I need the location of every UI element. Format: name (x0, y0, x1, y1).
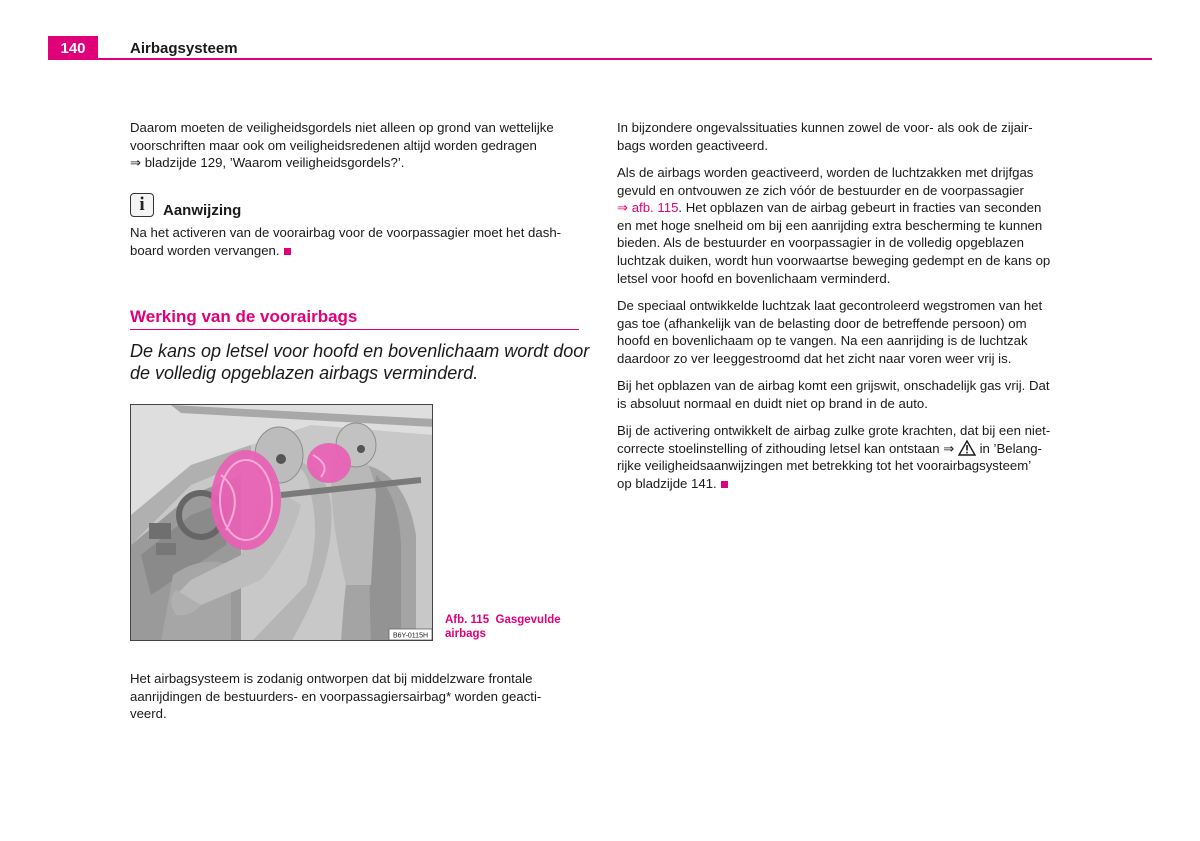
right-paragraph-2 (617, 164, 1087, 287)
text-line: gas toe (afhankelijk van de belasting door de betreffende persoon) om (617, 315, 1027, 331)
note-title: Aanwijzing (163, 202, 242, 219)
right-paragraph-5 (617, 422, 1087, 492)
section-heading: Werking van de voorairbags (130, 307, 358, 326)
header-rule (48, 58, 1152, 60)
text-line: hoofd en bovenlichaam op te vangen. Na een aanrijding is de luchtzak (617, 333, 1028, 349)
running-header-title: Airbagsysteem (130, 40, 238, 57)
text-line: Bij de activering ontwikkelt de airbag zulke grote krachten, dat bij een niet- (617, 423, 1051, 438)
figure-ref: Afb. 115 (445, 614, 490, 626)
end-square-icon (284, 248, 291, 255)
figure-link[interactable]: ⇒ afb. 115 (617, 200, 679, 216)
figure-code: B6Y-0115H (392, 632, 429, 640)
text-line: bieden. Als de bestuurder en voorpassagier in de volledig opgeblazen (617, 235, 1024, 251)
text-line: De kans op letsel voor hoofd en bovenlichaam wordt door (130, 341, 590, 361)
right-paragraph-4 (617, 377, 1087, 412)
right-paragraph-3 (617, 297, 1087, 367)
text-line: correcte stoelinstelling of zithouding letsel kan ontstaan ⇒ (617, 440, 955, 456)
end-square-icon (721, 481, 728, 488)
text-line: veerd. (130, 706, 167, 722)
airbag-system-paragraph (130, 670, 600, 723)
text-line: . Het opblazen van de airbag gebeurt in fracties van seconden (678, 200, 1042, 216)
text-line: in ’Belang- (979, 440, 1042, 456)
figure-caption (445, 613, 580, 641)
text-line: luchtzak duiken, wordt hun voorwaartse beweging gedempt en de kans op (617, 252, 1051, 268)
right-paragraph-1 (617, 119, 1087, 154)
text-line: De speciaal ontwikkelde luchtzak laat gecontroleerd wegstromen van het (617, 298, 1043, 313)
info-icon: i (130, 193, 154, 217)
text-line: gevuld en ontvouwen ze zich vóór de bestuurder en de voorpassagier (617, 182, 1024, 198)
text-line: rijke veiligheidsaanwijzingen met betrekking tot het voorairbagsysteem’ (617, 458, 1032, 474)
airbag-illustration (130, 404, 433, 641)
text-line: de volledig opgeblazen airbags verminderd. (130, 363, 479, 383)
text-line: Het airbagsysteem is zodanig ontworpen dat bij middelzware frontale (130, 671, 533, 686)
heading-rule (130, 329, 579, 330)
text-line: In bijzondere ongevalssituaties kunnen zowel de voor- als ook de zijair- (617, 120, 1033, 135)
text-line: aanrijdingen de bestuurders- en voorpassagiersairbag* worden geacti- (130, 688, 542, 704)
note-text (130, 224, 600, 259)
text-line: daardoor zo ver leeggestroomd dat het zicht naar voren weer vrij is. (617, 350, 1012, 366)
text-line: ⇒ bladzijde 129, ’Waarom veiligheidsgordels?’. (130, 155, 405, 171)
text-line: Na het activeren van de voorairbag voor de voorpassagier moet het dash- (130, 225, 562, 240)
text-line: Als de airbags worden geactiveerd, worden de luchtzakken met drijfgas (617, 165, 1034, 180)
text-line: is absoluut normaal en duidt niet op brand in de auto. (617, 395, 928, 411)
text-line: Daarom moeten de veiligheidsgordels niet alleen op grond van wettelijke (130, 120, 554, 135)
intro-paragraph (130, 119, 600, 172)
text-line: en met hoge snelheid om bij een aanrijding extra bescherming te kunnen (617, 217, 1043, 233)
page-number: 140 (48, 36, 98, 60)
airbag-illustration-svg (131, 405, 433, 641)
warning-triangle-icon (958, 440, 976, 456)
text-line: board worden vervangen. (130, 242, 280, 258)
text-line: Bij het opblazen van de airbag komt een grijswit, onschadelijk gas vrij. Dat (617, 378, 1050, 393)
text-line: letsel voor hoofd en bovenlichaam verminderd. (617, 270, 891, 286)
text-line: bags worden geactiveerd. (617, 137, 769, 153)
lead-text (130, 340, 590, 384)
text-line: voorschriften maar ook om veiligheidsredenen altijd worden gedragen (130, 137, 537, 153)
figure-caption-text: Gasgevulde (495, 614, 561, 626)
text-line: op bladzijde 141. (617, 475, 717, 491)
figure-caption-text: airbags (445, 628, 486, 640)
